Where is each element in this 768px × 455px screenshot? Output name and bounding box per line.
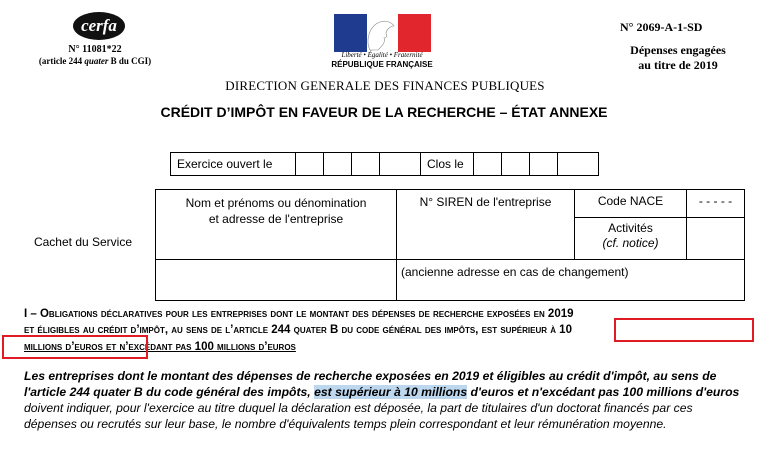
- activites-label: Activités (cf. notice): [575, 218, 687, 260]
- company-name-field[interactable]: Nom et prénoms ou dénomination et adresse de l'entreprise: [156, 190, 397, 260]
- exercice-date-cell[interactable]: [324, 153, 352, 176]
- highlighted-text: est supérieur à 10 millions: [314, 385, 468, 399]
- exercice-date-cell[interactable]: [380, 153, 421, 176]
- nace-label: Code NACE: [575, 190, 687, 218]
- motto: Liberté • Égalité • Fraternité: [341, 51, 423, 59]
- red-annotation-box: [2, 335, 148, 359]
- cerfa-logo: cerfa: [73, 12, 125, 40]
- cachet-label: Cachet du Service: [33, 235, 133, 249]
- article-reference: (article 244 quater B du CGI): [38, 56, 152, 66]
- section1-line3: millions d’euros et n’excédant pas 100 millions d’euros: [24, 339, 744, 355]
- section1-line2: et éligibles au crédit d’impôt, au sens de l’article 244 quater B du code général des impôts, est supérieur à 10: [24, 322, 744, 338]
- clos-date-cell[interactable]: [502, 153, 530, 176]
- address-field[interactable]: [156, 260, 397, 301]
- expenses-period: Dépenses engagées au titre de 2019: [630, 43, 726, 72]
- obligation-paragraph: Les entreprises dont le montant des dépenses de recherche exposées en 2019 et éligibles au crédit d'impôt, au sens de l'article 244 quater B du code général des impôts, est supérieur à 10 millions d'euros et n'excédant pas 100 millions d'euros doivent indiquer, pour l'exercice au titre duquel la déclaration est déposée, la part de titulaires d'un doctorat financés par ces dépenses ou recrutés sur leur base, le nombre d'équivalents temps plein correspondant et leur rémunération moyenne.: [24, 369, 740, 431]
- page-title: CRÉDIT D’IMPÔT EN FAVEUR DE LA RECHERCHE – ÉTAT ANNEXE: [160, 104, 608, 120]
- exercise-table: [170, 152, 599, 176]
- old-address-field[interactable]: (ancienne adresse en cas de changement): [397, 260, 745, 301]
- exercice-date-cell[interactable]: [296, 153, 324, 176]
- marianne-logo: [334, 14, 431, 52]
- clos-date-cell[interactable]: [558, 153, 599, 176]
- direction-title: DIRECTION GENERALE DES FINANCES PUBLIQUES: [225, 78, 545, 93]
- marianne-profile-icon: [356, 16, 406, 52]
- nace-value[interactable]: - - - - -: [687, 190, 745, 218]
- activites-value[interactable]: [687, 218, 745, 260]
- cerfa-number: N° 11081*22: [68, 44, 122, 55]
- section1-line1: I – Obligations déclaratives pour les entreprises dont le montant des dépenses de recherche exposées en 2019: [24, 308, 574, 320]
- exercice-date-cell[interactable]: [352, 153, 380, 176]
- siren-field[interactable]: N° SIREN de l'entreprise: [397, 190, 575, 260]
- republique-francaise: RÉPUBLIQUE FRANÇAISE: [331, 60, 433, 69]
- company-table: [155, 189, 745, 301]
- clos-date-cell[interactable]: [474, 153, 502, 176]
- clos-date-cell[interactable]: [530, 153, 558, 176]
- form-number: N° 2069-A-1-SD: [620, 20, 703, 34]
- exercice-label: Exercice ouvert le: [171, 153, 296, 176]
- clos-label: Clos le: [421, 153, 474, 176]
